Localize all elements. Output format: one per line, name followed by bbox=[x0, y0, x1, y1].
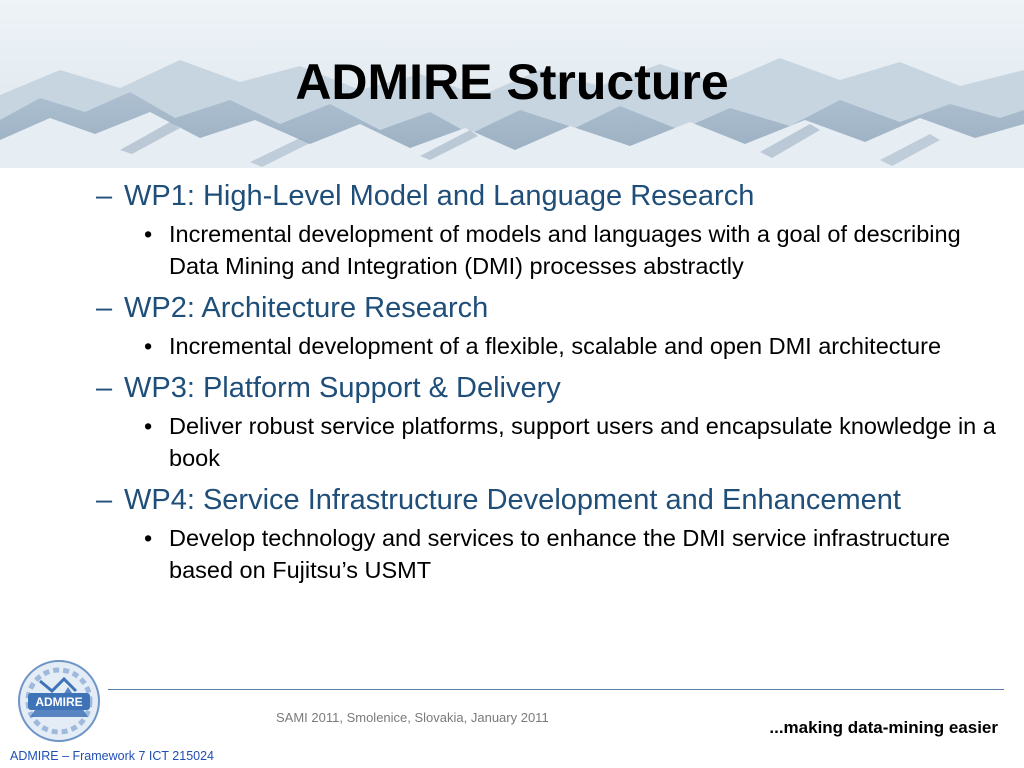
mountain-banner bbox=[0, 0, 1024, 168]
wp4-heading bbox=[96, 482, 1006, 518]
bullet-marker: • bbox=[144, 525, 153, 551]
wp4-bullet-text: Develop technology and services to enhance the DMI service infrastructure based on Fujitsu’s USMT bbox=[169, 525, 951, 583]
wp1-bullet-text: Incremental development of models and languages with a goal of describing Data Mining and Integration (DMI) processes abstractly bbox=[169, 221, 961, 279]
framework-caption: ADMIRE – Framework 7 ICT 215024 bbox=[10, 749, 215, 763]
slide-title: ADMIRE Structure bbox=[295, 54, 729, 110]
dash-marker: – bbox=[96, 372, 113, 404]
admire-logo-icon bbox=[12, 657, 106, 745]
dash-marker: – bbox=[96, 292, 113, 324]
wp4-bullet bbox=[142, 522, 1006, 586]
wp2-heading-text: WP2: Architecture Research bbox=[124, 292, 489, 324]
wp2-bullet bbox=[142, 330, 1006, 362]
bullet-marker: • bbox=[144, 221, 153, 247]
footer-divider bbox=[108, 689, 1004, 690]
logo-text: ADMIRE bbox=[35, 695, 83, 709]
work-package-list bbox=[96, 178, 1006, 594]
bullet-marker: • bbox=[144, 413, 153, 439]
wp3-heading-text: WP3: Platform Support & Delivery bbox=[124, 372, 561, 404]
wp1-bullet bbox=[142, 218, 1006, 282]
wp2-bullet-text: Incremental development of a flexible, scalable and open DMI architecture bbox=[169, 333, 942, 359]
wp3-bullet-text: Deliver robust service platforms, support users and encapsulate knowledge in a book bbox=[169, 413, 996, 471]
wp2-heading bbox=[96, 290, 1006, 326]
dash-marker: – bbox=[96, 180, 113, 212]
wp3-bullet bbox=[142, 410, 1006, 474]
wp1-heading-text: WP1: High-Level Model and Language Research bbox=[124, 180, 755, 212]
wp4-heading-text: WP4: Service Infrastructure Development and Enhancement bbox=[124, 484, 901, 516]
tagline: ...making data-mining easier bbox=[769, 718, 998, 737]
wp1-heading bbox=[96, 178, 1006, 214]
wp3-heading bbox=[96, 370, 1006, 406]
dash-marker: – bbox=[96, 484, 113, 516]
event-caption: SAMI 2011, Smolenice, Slovakia, January 2011 bbox=[276, 710, 549, 725]
bullet-marker: • bbox=[144, 333, 153, 359]
